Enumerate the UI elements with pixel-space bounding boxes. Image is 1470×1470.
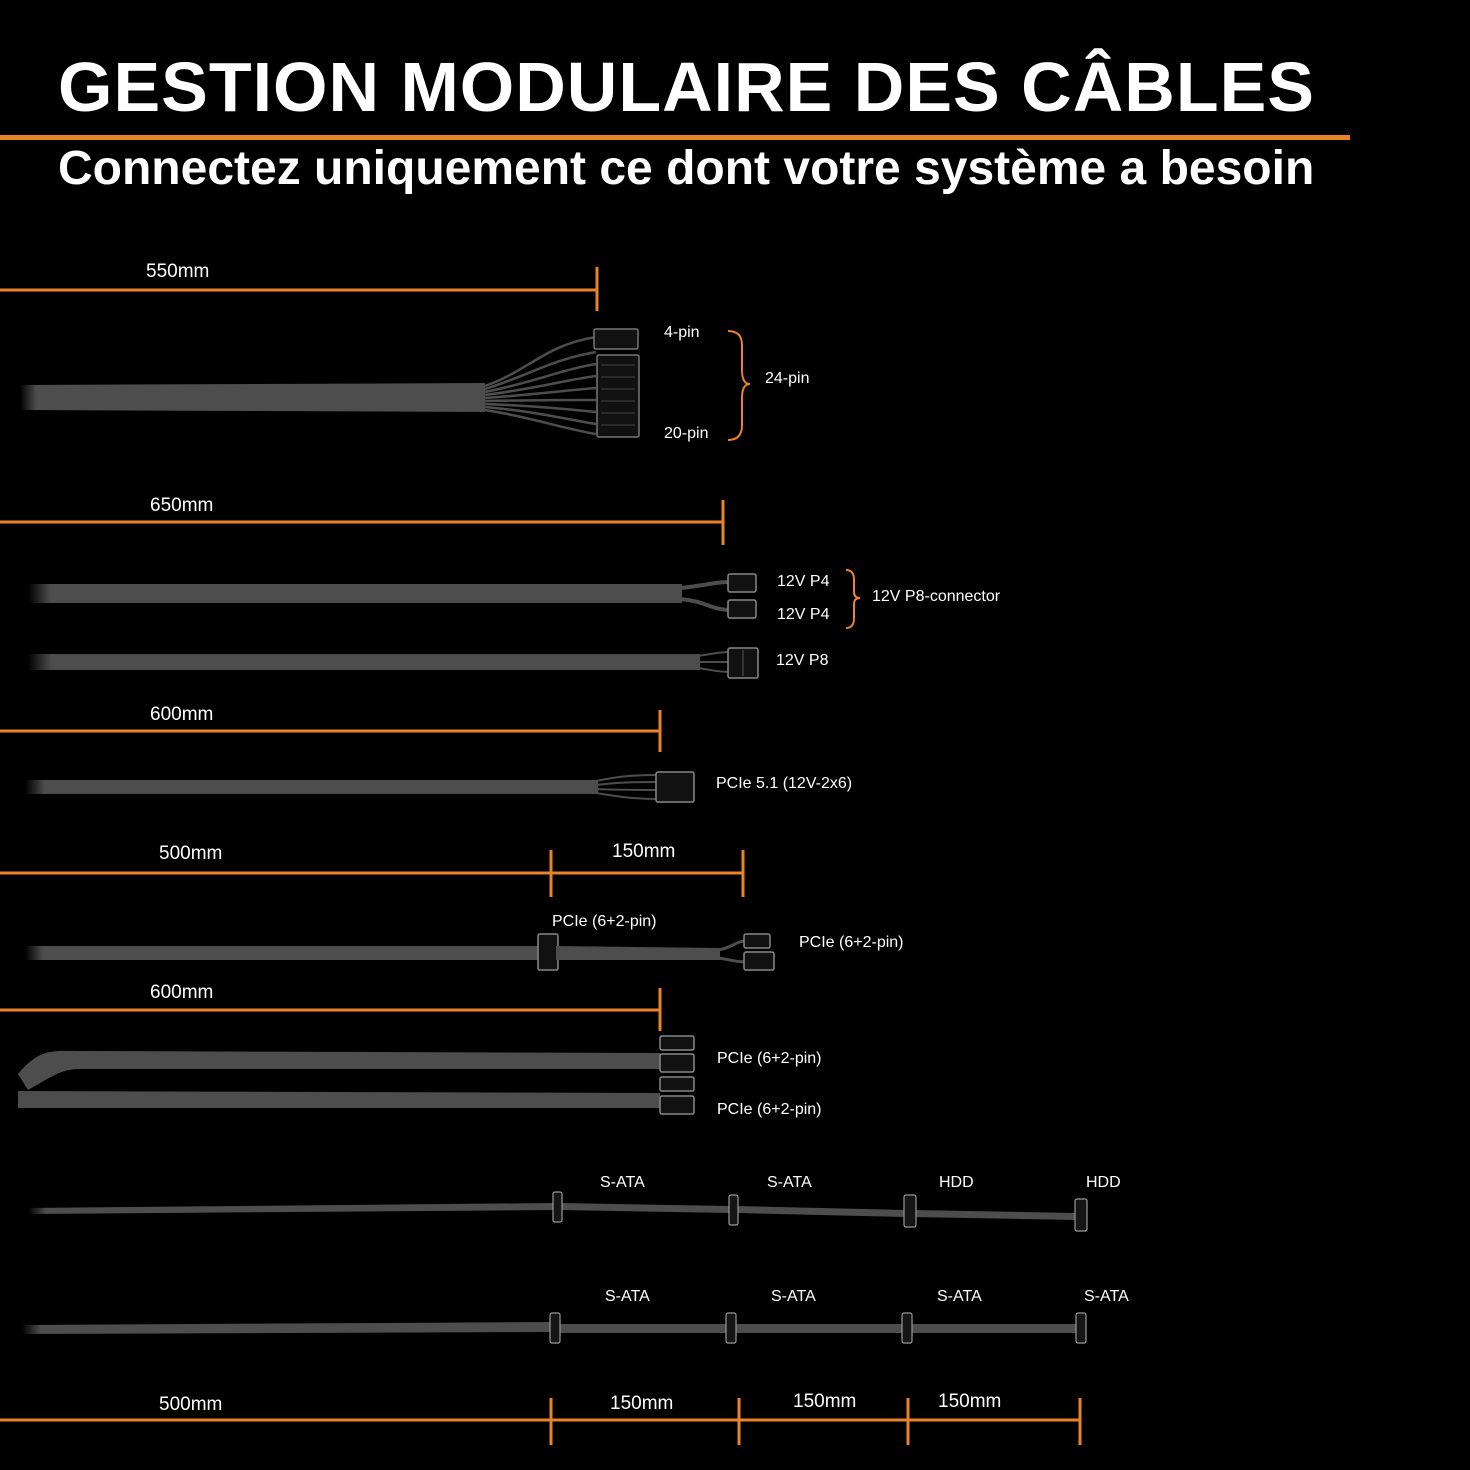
page-title: GESTION MODULAIRE DES CÂBLES [58, 48, 1315, 126]
label-20pin: 20-pin [664, 425, 709, 442]
length-label-600mm-b: 600mm [150, 982, 214, 1003]
connector-4pin [594, 329, 638, 349]
atx-24pin-cable [20, 329, 639, 437]
pcie51-cable [25, 772, 694, 802]
length-label-600mm-a: 600mm [150, 704, 214, 725]
length-label-500mm-a: 500mm [159, 843, 223, 864]
label-sata-hdd-1: S-ATA [600, 1174, 645, 1191]
sata-hdd-cable [28, 1192, 1087, 1231]
length-label-150mm-a: 150mm [612, 841, 676, 862]
dimension-line-550mm [0, 267, 597, 311]
length-label-150mm-d: 150mm [938, 1391, 1002, 1412]
pcie-dual-cable [18, 1036, 694, 1114]
label-sata-hdd-4: HDD [1086, 1174, 1121, 1191]
label-pcie-dual-bottom: PCIe (6+2-pin) [717, 1101, 822, 1118]
label-12v-p4-b: 12V P4 [777, 606, 830, 623]
dimension-line-650mm [0, 500, 723, 545]
label-12v-p4-a: 12V P4 [777, 573, 830, 590]
label-sata-4: S-ATA [1084, 1288, 1129, 1305]
length-label-150mm-c: 150mm [793, 1391, 857, 1412]
label-sata-hdd-2: S-ATA [767, 1174, 812, 1191]
label-sata-3: S-ATA [937, 1288, 982, 1305]
label-24pin: 24-pin [765, 370, 810, 387]
label-sata-1: S-ATA [605, 1288, 650, 1305]
cpu-p8-cable [28, 648, 758, 678]
dimension-line-600mm-b [0, 988, 660, 1031]
label-pcie-dual-top: PCIe (6+2-pin) [717, 1050, 822, 1067]
dimension-line-600mm-a [0, 710, 660, 752]
label-pcie51: PCIe 5.1 (12V-2x6) [716, 775, 853, 792]
brace-p8-connector [846, 570, 860, 628]
page-subtitle: Connectez uniquement ce dont votre système a besoin [58, 142, 1315, 195]
pcie-daisy-cable [25, 934, 774, 970]
label-sata-2: S-ATA [771, 1288, 816, 1305]
length-label-650mm: 650mm [150, 495, 214, 516]
length-label-150mm-b: 150mm [610, 1393, 674, 1414]
length-label-550mm: 550mm [146, 261, 210, 282]
label-pcie-end: PCIe (6+2-pin) [799, 934, 904, 951]
label-4pin: 4-pin [664, 324, 700, 341]
cpu-p4-split-cable [28, 574, 756, 618]
label-sata-hdd-3: HDD [939, 1174, 974, 1191]
sata-cable [22, 1313, 1086, 1343]
label-pcie-mid: PCIe (6+2-pin) [552, 913, 657, 930]
length-label-500mm-b: 500mm [159, 1394, 223, 1415]
label-12v-p8-connector: 12V P8-connector [872, 588, 1001, 605]
brace-24pin [728, 331, 750, 440]
label-12v-p8: 12V P8 [776, 652, 829, 669]
